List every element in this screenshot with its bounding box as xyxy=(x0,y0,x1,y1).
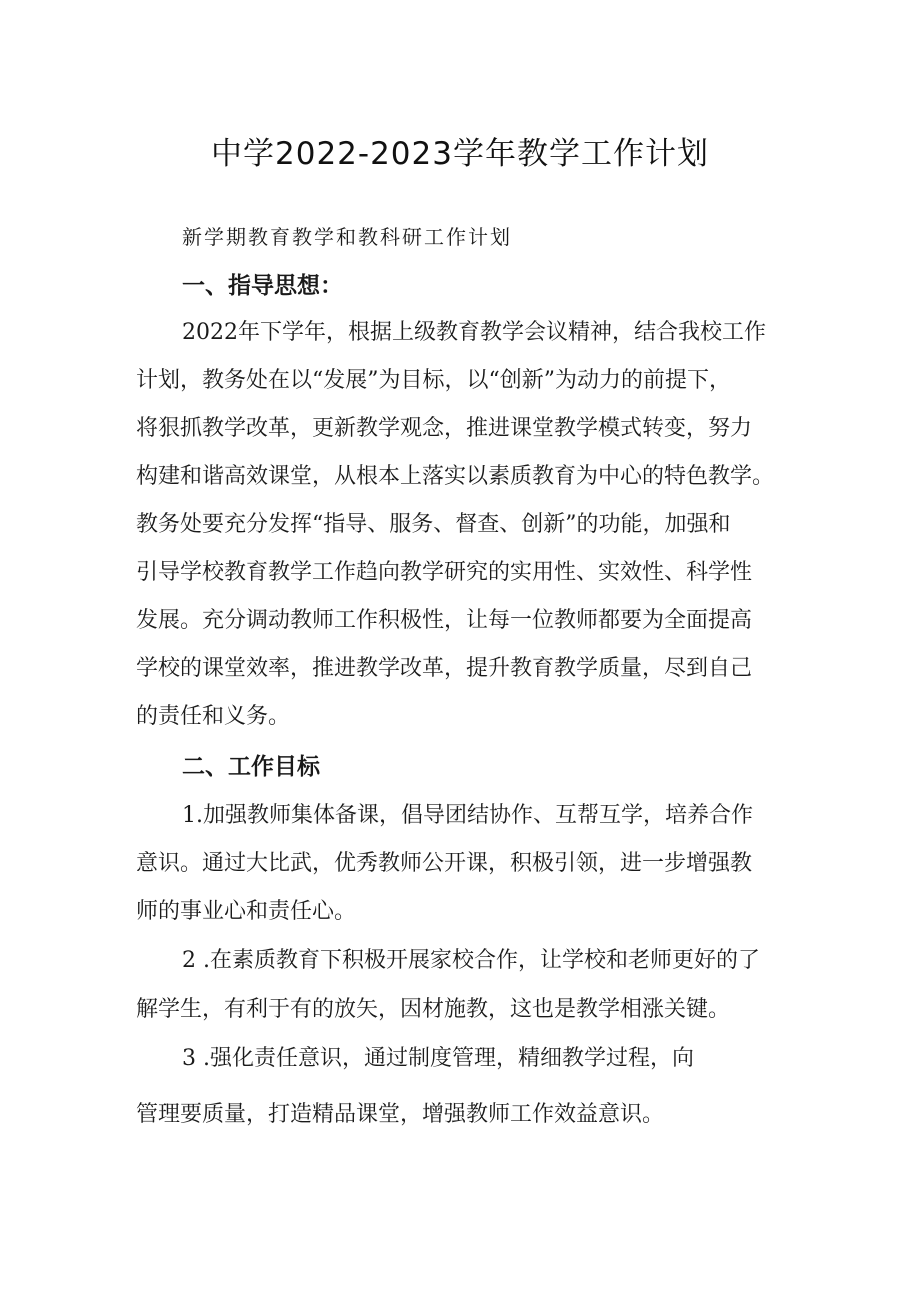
document-title: 中学2022-2023学年教学工作计划 xyxy=(211,136,709,172)
goal-item-1-line: 师的事业心和责任心。 xyxy=(136,899,357,924)
goal-item-2-line: 解学生，有利于有的放矢，因材施教，这也是教学相涨关键。 xyxy=(136,997,731,1022)
paragraph-line: 学校的课堂效率，推进教学改革，提升教育教学质量，尽到自己 xyxy=(136,656,753,681)
section-heading-guiding-ideology: 一、指导思想： xyxy=(182,273,343,299)
goal-item-1-line: 1.加强教师集体备课，倡导团结协作、互帮互学，培养合作 xyxy=(182,803,753,828)
document-subtitle: 新学期教育教学和教科研工作计划 xyxy=(182,225,512,249)
goal-item-3-line: 3 .强化责任意识，通过制度管理，精细教学过程，向 xyxy=(182,1046,694,1071)
paragraph-line: 的责任和义务。 xyxy=(136,704,291,729)
paragraph-line: 2022年下学年，根据上级教育教学会议精神，结合我校工作 xyxy=(182,320,766,345)
paragraph-line: 引导学校教育教学工作趋向教学研究的实用性、实效性、科学性 xyxy=(136,560,753,585)
paragraph-line: 构建和谐高效课堂，从根本上落实以素质教育为中心的特色教学。 xyxy=(136,464,775,489)
goal-item-3-line: 管理要质量，打造精品课堂，增强教师工作效益意识。 xyxy=(136,1102,665,1127)
section-heading-work-goals: 二、工作目标 xyxy=(182,754,320,780)
goal-item-1-line: 意识。通过大比武，优秀教师公开课，积极引领，进一步增强教 xyxy=(136,851,753,876)
goal-item-2-line: 2 .在素质教育下积极开展家校合作，让学校和老师更好的了 xyxy=(182,948,760,973)
paragraph-line: 教务处要充分发挥“指导、服务、督查、创新”的功能，加强和 xyxy=(136,512,731,537)
paragraph-line: 计划，教务处在以“发展”为目标，以“创新”为动力的前提下， xyxy=(136,368,731,393)
paragraph-line: 发展。充分调动教师工作积极性，让每一位教师都要为全面提高 xyxy=(136,608,753,633)
paragraph-line: 将狠抓教学改革，更新教学观念，推进课堂教学模式转变，努力 xyxy=(136,416,753,441)
